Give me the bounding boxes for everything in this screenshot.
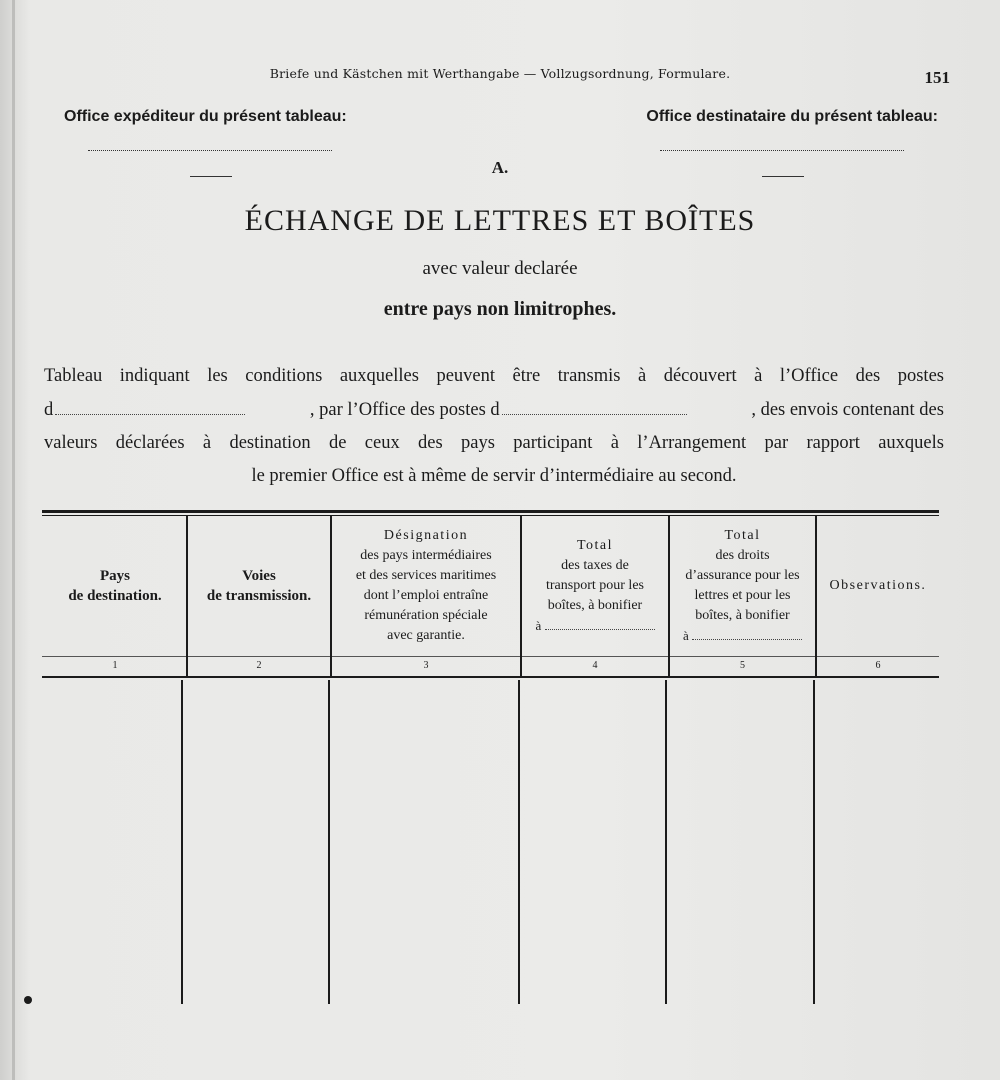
table-top-rule — [42, 510, 939, 513]
column-number: 5 — [740, 660, 745, 671]
column-number: 4 — [592, 660, 598, 671]
table-header-rule — [42, 676, 939, 678]
divider-right — [762, 176, 804, 177]
destination-office-field[interactable] — [502, 402, 687, 415]
page-number: 151 — [924, 68, 950, 87]
recipient-office-field[interactable] — [660, 150, 904, 151]
ink-mark — [24, 996, 32, 1004]
column-header-insurance-fees: Total des droits d’assurance pour les lettres et pour les boîtes, à bonifier à — [670, 520, 815, 652]
column-header-destination: Pays de destination. — [68, 568, 162, 604]
column-divider — [181, 680, 183, 1004]
section-letter: A. — [491, 158, 509, 177]
table-top-rule-thin — [42, 515, 939, 516]
insurance-total-field[interactable] — [692, 629, 802, 640]
column-header-observations: Observations. — [829, 578, 927, 593]
transport-total-field[interactable] — [545, 619, 655, 630]
table-number-rule — [42, 656, 939, 657]
column-header-designation: Désignation des pays intermédiaires et des services maritimes dont l’emploi entraîne rémunération spéciale avec garantie. — [355, 528, 497, 643]
column-number: 3 — [423, 660, 429, 671]
paragraph-line-3: valeurs déclarées à destination de ceux des pays participant à l’Arrangement par rapport auxquels — [44, 433, 944, 453]
origin-office-field[interactable] — [55, 402, 245, 415]
column-number: 6 — [875, 660, 881, 671]
column-divider — [518, 680, 520, 1004]
page-title: ÉCHANGE DE LETTRES ET BOÎTES — [244, 204, 756, 237]
column-header-transmission: Voies de transmission. — [206, 568, 312, 604]
paragraph-line-4: le premier Office est à même de servir d’intermédiaire au second. — [251, 466, 737, 486]
running-header: Briefe und Kästchen mit Werthangabe — Vollzugsordnung, Formulare. — [269, 66, 731, 81]
column-divider — [813, 680, 815, 1004]
paragraph-line-2: d , par l’Office des postes d , des envois contenant des — [44, 400, 944, 420]
sender-office-field[interactable] — [88, 150, 332, 151]
column-header-transport-taxes: Total des taxes de transport pour les boîtes, à bonifier à — [522, 520, 668, 652]
column-divider — [328, 680, 330, 1004]
column-divider — [665, 680, 667, 1004]
column-number: 2 — [256, 660, 262, 671]
page-subtitle-2: entre pays non limitrophes. — [383, 298, 617, 320]
page-subtitle: avec valeur declarée — [422, 258, 578, 279]
column-number: 1 — [112, 660, 118, 671]
sender-office-label: Office expéditeur du présent tableau: — [64, 108, 347, 125]
paragraph-line-1: Tableau indiquant les conditions auxquelles peuvent être transmis à découvert à l’Office des postes — [44, 366, 944, 386]
recipient-office-label: Office destinataire du présent tableau: — [646, 108, 938, 125]
